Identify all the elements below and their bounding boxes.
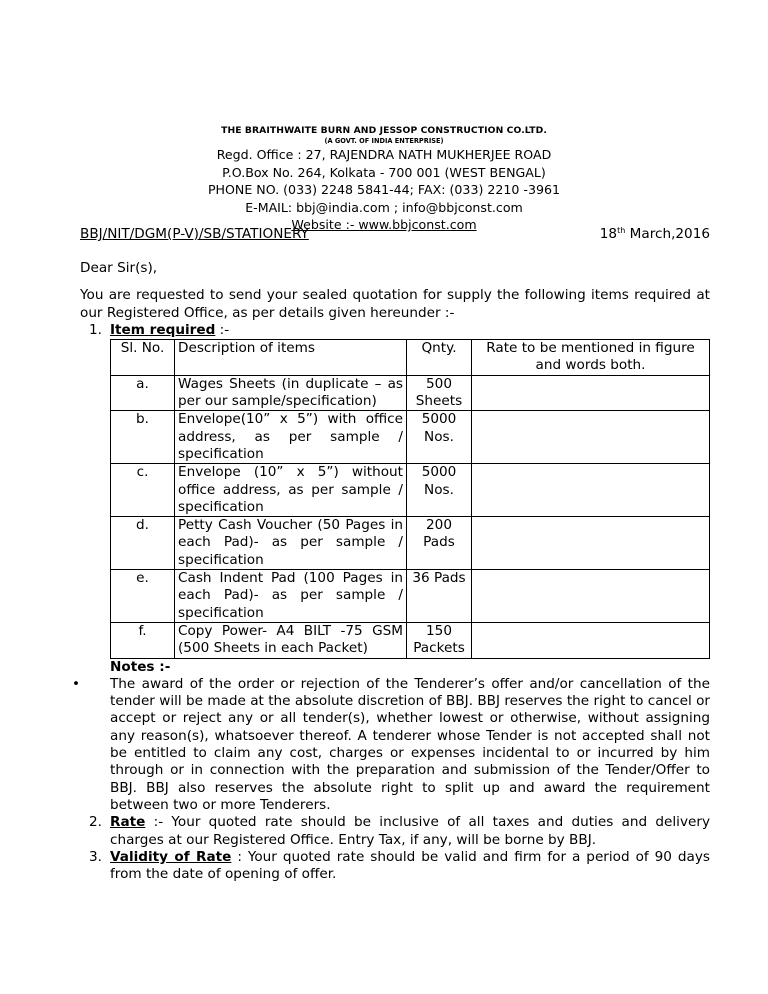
row-description: Envelope(10” x 5”) with office address, as per sample / specification (175, 411, 407, 464)
row-rate[interactable] (472, 464, 710, 517)
row-sl: d. (111, 517, 175, 570)
company-name: THE BRAITHWAITE BURN AND JESSOP CONSTRUCTION CO.LTD. (221, 125, 547, 136)
row-qty: 150 Packets (407, 622, 472, 658)
row-sl: e. (111, 570, 175, 623)
notes-heading: Notes :- (110, 658, 171, 675)
table-row (111, 622, 710, 658)
header-rate: Rate to be mentioned in figure and words both. (472, 340, 710, 376)
row-qty: 500 Sheets (407, 375, 472, 411)
row-sl: c. (111, 464, 175, 517)
table-row (111, 570, 710, 623)
letterhead (0, 124, 768, 234)
point-rate (80, 814, 710, 849)
point-validity-text: : Your quoted rate should be valid and firm for a period of 90 days from the date of opening of offer. (110, 848, 710, 883)
po-box-address: P.O.Box No. 264, Kolkata - 700 001 (WEST BENGAL) (222, 164, 546, 180)
row-rate[interactable] (472, 622, 710, 658)
date-suffix: th (617, 226, 626, 235)
website-link[interactable]: Website :- www.bbjconst.com (291, 217, 477, 233)
items-table (110, 339, 710, 658)
row-qty: 5000 Nos. (407, 411, 472, 464)
note-bullet: • The award of the order or rejection of the Tenderer’s offer and/or cancellation of the tender will be made at the absolute discretion of BBJ. BBJ reserves the right to cancel or accept or reject any or all tender(s), whether lowest or otherwise, without assigning any reason(s), whatsoever thereof. A tenderer whose Tender is not accepted shall not be entitled to claim any cost, charges or expenses incidental to or incurred by him through or in connection with the preparation and submission of the Tender/Offer to BBJ. BBJ also reserves the absolute right to split up and award the requirement between two or more Tenderers. (80, 676, 710, 814)
row-qty: 36 Pads (407, 570, 472, 623)
point-rate-text: :- Your quoted rate should be inclusive of all taxes and duties and delivery charges at our Registered Office. Entry Tax, if any, will be borne by BBJ. (110, 814, 710, 848)
row-sl: a. (111, 375, 175, 411)
row-description: Petty Cash Voucher (50 Pages in each Pad)- as per sample / specification (175, 517, 407, 570)
row-rate[interactable] (472, 570, 710, 623)
table-row (111, 464, 710, 517)
letter-date (600, 226, 710, 242)
row-sl: f. (111, 622, 175, 658)
item-required-suffix: :- (215, 321, 230, 338)
row-qty: 5000 Nos. (407, 464, 472, 517)
point-validity-label: Validity of Rate (110, 848, 232, 865)
header-description: Description of items (175, 340, 407, 376)
reference-number: BBJ/NIT/DGM(P-V)/SB/STATIONERY (80, 226, 309, 242)
header-sl-no: Sl. No. (111, 340, 175, 376)
row-description: Wages Sheets (in duplicate – as per our sample/specification) (175, 375, 407, 411)
point-validity-number: 3. (89, 848, 102, 865)
office-address: Regd. Office : 27, RAJENDRA NATH MUKHERJEE ROAD (216, 147, 552, 162)
intro-paragraph: You are requested to send your sealed quotation for supply the following items required at our Registered Office, as per details given hereunder :- (80, 287, 710, 321)
email-line: E-MAIL: bbj@india.com ; info@bbjconst.com (245, 199, 523, 215)
row-description: Cash Indent Pad (100 Pages in each Pad)- as per sample / specification (175, 570, 407, 623)
letter-body (80, 260, 710, 883)
item-required-label: Item required (110, 321, 216, 338)
point-rate-number: 2. (89, 814, 102, 831)
item-required-heading (80, 322, 710, 339)
header-qnty: Qnty. (407, 340, 472, 376)
row-description: Copy Power- A4 BILT -75 GSM (500 Sheets in each Packet) (175, 622, 407, 658)
reference-row (80, 226, 710, 246)
row-description: Envelope (10” x 5”) without office address, as per sample / specification (175, 464, 407, 517)
table-row (111, 517, 710, 570)
row-rate[interactable] (472, 375, 710, 411)
govt-enterprise-label: (A GOVT. OF INDIA ENTERPRISE) (324, 137, 444, 145)
date-rest: March,2016 (625, 226, 710, 242)
point-validity (80, 849, 710, 884)
row-rate[interactable] (472, 411, 710, 464)
item-required-number: 1. (89, 321, 102, 338)
row-qty: 200 Pads (407, 517, 472, 570)
table-header-row (111, 340, 710, 376)
point-rate-label: Rate (110, 814, 146, 831)
row-sl: b. (111, 411, 175, 464)
date-day: 18 (599, 226, 618, 242)
phone-fax: PHONE NO. (033) 2248 5841-44; FAX: (033) 2210 -3961 (207, 182, 561, 198)
salutation: Dear Sir(s), (80, 260, 158, 276)
table-row (111, 375, 710, 411)
table-row (111, 411, 710, 464)
row-rate[interactable] (472, 517, 710, 570)
